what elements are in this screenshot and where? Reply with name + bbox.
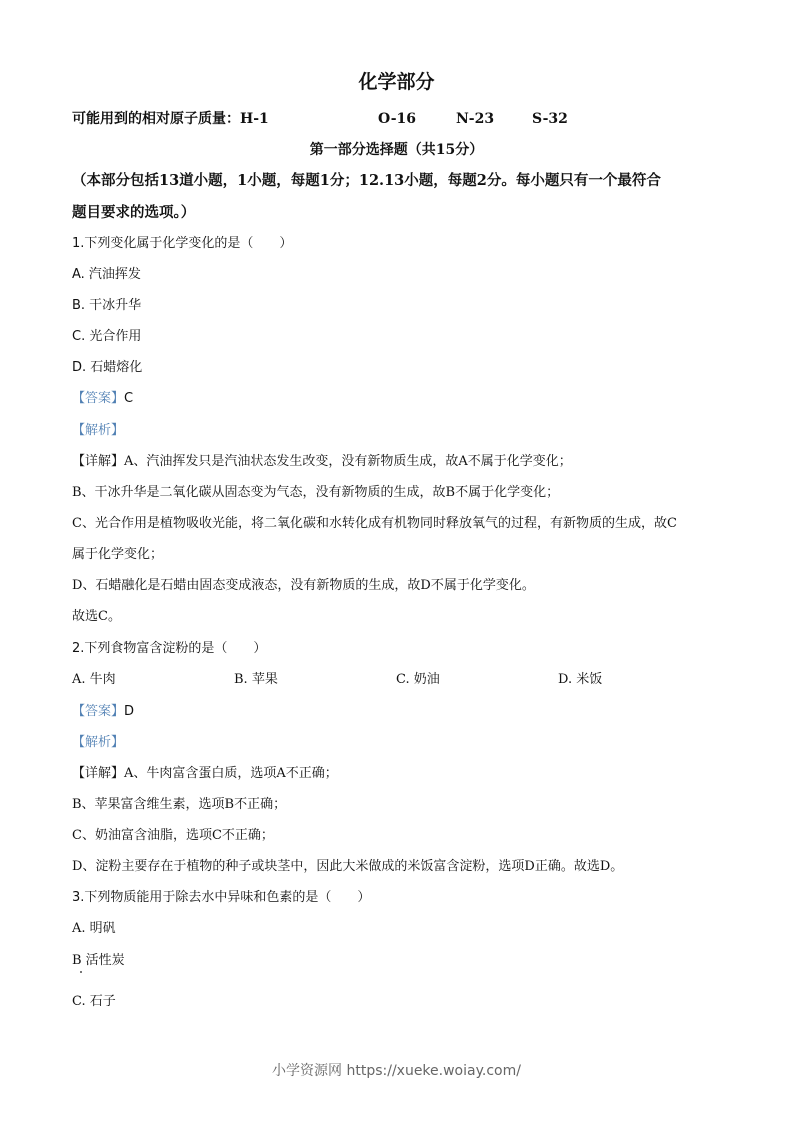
question-3-option-a: A. 明矾	[72, 921, 116, 936]
question-1-option-a: A. 汽油挥发	[72, 267, 141, 282]
question-1-detail-5: D、石蜡融化是石蜡由固态变成液态，没有新物质的生成，故D不属于化学变化。	[72, 578, 535, 593]
section-title: 第一部分选择题（共15分）	[309, 142, 484, 158]
answer-label: 【答案】	[72, 391, 125, 406]
answer-value: C	[124, 391, 134, 406]
question-3-stem: 3.下列物质能用于除去水中异味和色素的是（ ）	[72, 890, 371, 905]
page-title: 化学部分	[358, 71, 435, 93]
question-1-stem: 1.下列变化属于化学变化的是（ ）	[72, 236, 293, 251]
question-1-detail-3: C、光合作用是植物吸收光能，将二氧化碳和水转化成有机物同时释放氧气的过程，有新物质的生成，故C	[72, 516, 677, 531]
question-1-detail-1: 【详解】A、汽油挥发只是汽油状态发生改变，没有新物质生成，故A不属于化学变化；	[72, 454, 572, 469]
question-1-analysis-label: 【解析】	[72, 423, 125, 438]
question-2-detail-4: D、淀粉主要存在于植物的种子或块茎中，因此大米做成的米饭富含淀粉，选项D正确。故选D。	[72, 859, 624, 874]
question-2-detail-2: B、苹果富含维生素，选项B不正确；	[72, 797, 287, 812]
question-2-analysis-label: 【解析】	[72, 735, 125, 750]
stray-dot	[80, 971, 82, 973]
question-1-detail-4: 属于化学变化；	[72, 547, 164, 562]
question-1-detail-6: 故选C。	[72, 609, 121, 624]
question-1-answer	[72, 391, 133, 407]
atomic-mass-o: O-16	[378, 111, 417, 127]
atomic-mass-n: N-23	[456, 111, 495, 127]
question-1-option-d: D. 石蜡熔化	[72, 360, 143, 375]
question-2-option-c: C. 奶油	[396, 672, 440, 687]
footer-watermark: 小学资源网 https://xueke.woiay.com/	[272, 1063, 521, 1079]
answer-value: D	[124, 704, 135, 719]
question-2-option-b: B. 苹果	[234, 672, 278, 687]
question-3-option-c: C. 石子	[72, 994, 116, 1009]
question-2-answer	[72, 704, 134, 720]
question-2-stem: 2.下列食物富含淀粉的是（ ）	[72, 641, 267, 656]
question-1-option-c: C. 光合作用	[72, 329, 142, 344]
question-2-detail-1: 【详解】A、牛肉富含蛋白质，选项A不正确；	[72, 766, 338, 781]
atomic-mass-h: H-1	[240, 111, 269, 127]
question-1-option-b: B. 干冰升华	[72, 298, 142, 313]
question-3-option-b: B 活性炭	[72, 953, 125, 968]
atomic-mass-label: 可能用到的相对原子质量：	[72, 111, 240, 127]
question-2-detail-3: C、奶油富含油脂，选项C不正确；	[72, 828, 274, 843]
section-note-line2: 题目要求的选项。）	[72, 204, 196, 221]
question-2-option-d: D. 米饭	[558, 672, 603, 687]
answer-label: 【答案】	[72, 704, 125, 719]
atomic-mass-s: S-32	[532, 111, 568, 127]
question-1-detail-2: B、干冰升华是二氧化碳从固态变为气态，没有新物质的生成，故B不属于化学变化；	[72, 485, 560, 500]
atomic-mass-row	[72, 111, 568, 127]
section-note-line1: （本部分包括13道小题，1小题，每题1分；12.13小题，每题2分。每小题只有一个最符合	[72, 172, 661, 189]
question-2-option-a: A. 牛肉	[72, 672, 116, 687]
